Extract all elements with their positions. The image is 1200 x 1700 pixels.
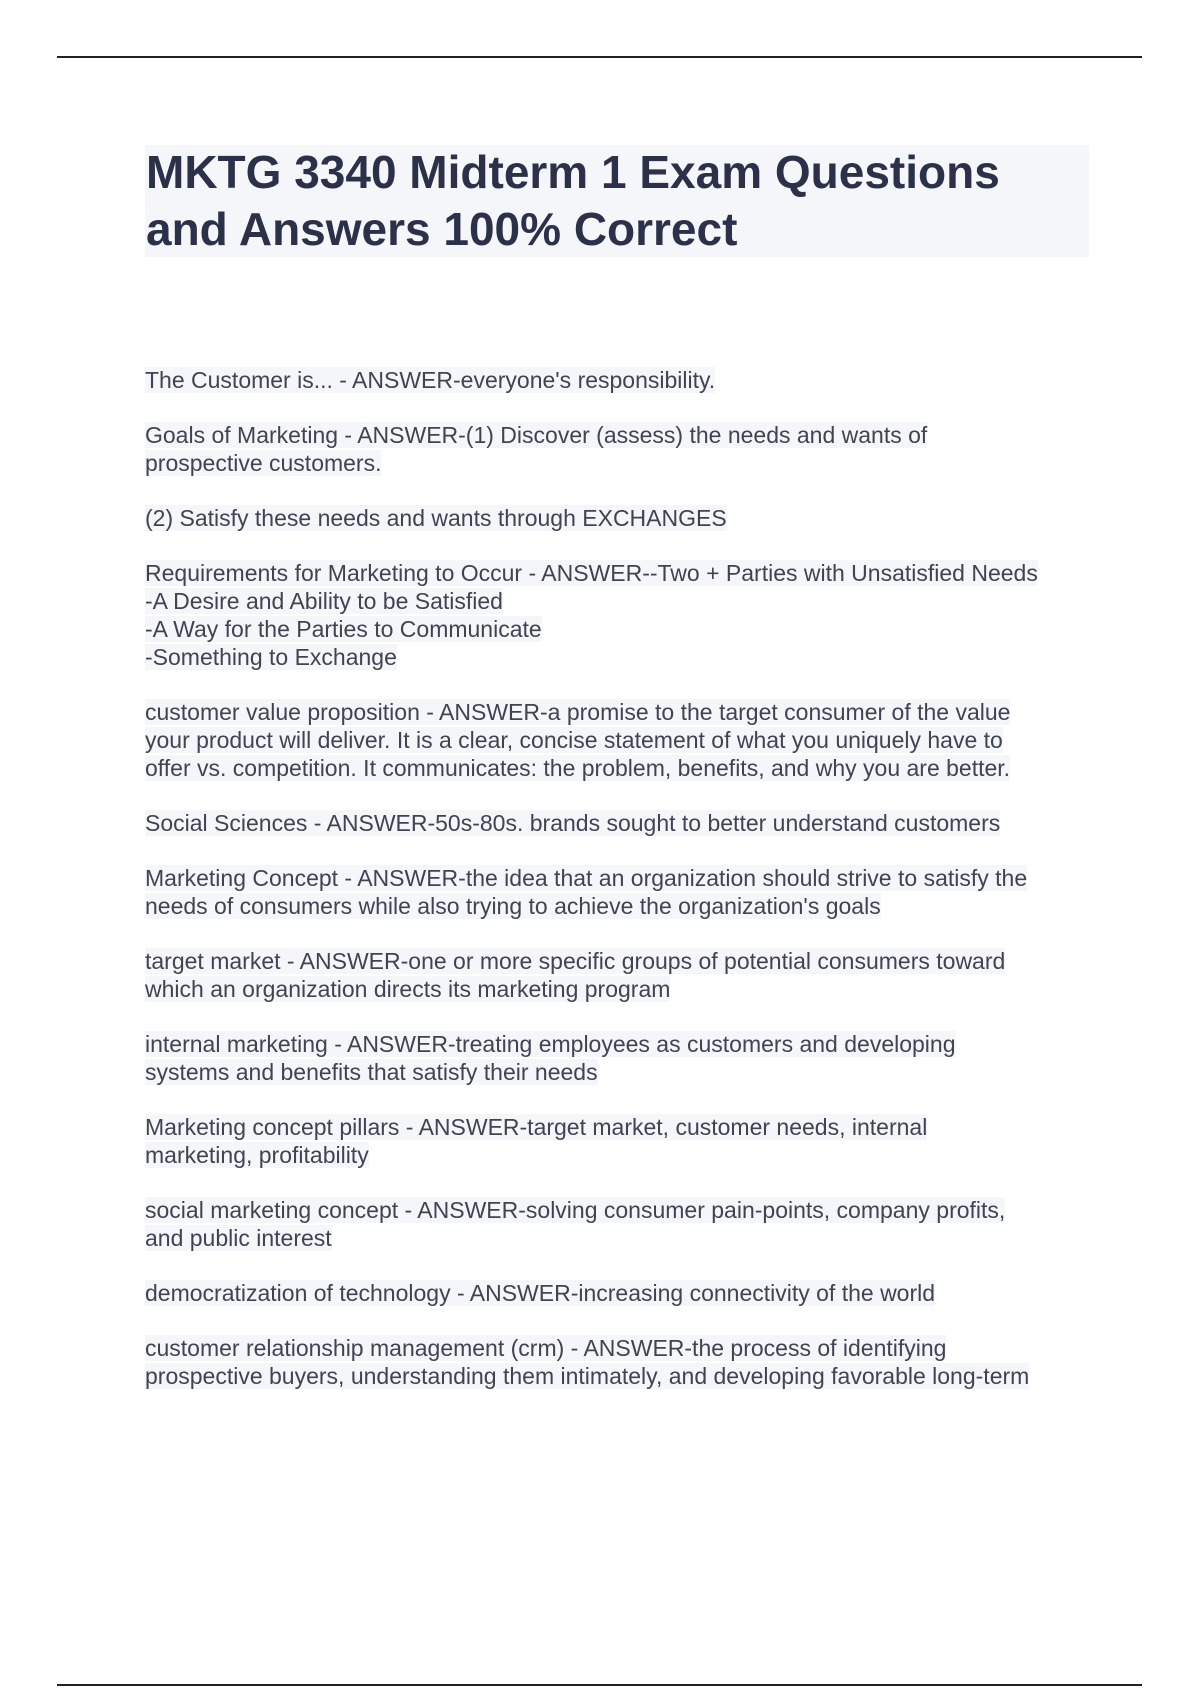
- qa-entry: [145, 698, 1095, 782]
- qa-line: and public interest: [145, 1225, 332, 1251]
- title-line: MKTG 3340 Midterm 1 Exam Questions: [146, 146, 1000, 198]
- qa-line: Social Sciences - ANSWER-50s-80s. brands sought to better understand customers: [145, 810, 1001, 836]
- qa-line: target market - ANSWER-one or more specific groups of potential consumers toward: [145, 948, 1006, 974]
- qa-entry: [145, 1279, 1095, 1307]
- qa-line: needs of consumers while also trying to achieve the organization's goals: [145, 893, 881, 919]
- qa-line: (2) Satisfy these needs and wants through EXCHANGES: [145, 505, 727, 531]
- qa-entry: [145, 947, 1095, 1003]
- qa-entry: [145, 1113, 1095, 1169]
- qa-entry: [145, 559, 1095, 671]
- qa-entry: [145, 421, 1095, 477]
- qa-line: social marketing concept - ANSWER-solving consumer pain-points, company profits,: [145, 1197, 1006, 1223]
- qa-entry: [145, 1030, 1095, 1086]
- qa-line: marketing, profitability: [145, 1142, 369, 1168]
- qa-line: Marketing concept pillars - ANSWER-target market, customer needs, internal: [145, 1114, 928, 1140]
- page-title: [146, 144, 1086, 258]
- qa-line: prospective customers.: [145, 450, 382, 476]
- qa-entry: [145, 1334, 1095, 1390]
- qa-line: The Customer is... - ANSWER-everyone's responsibility.: [145, 367, 716, 393]
- qa-entry: [145, 1196, 1095, 1252]
- qa-line: offer vs. competition. It communicates: the problem, benefits, and why you are better.: [145, 755, 1011, 781]
- qa-line: -A Way for the Parties to Communicate: [145, 616, 542, 642]
- qa-list: [145, 366, 1095, 1417]
- qa-line: -A Desire and Ability to be Satisfied: [145, 588, 503, 614]
- qa-line: -Something to Exchange: [145, 644, 397, 670]
- qa-line: internal marketing - ANSWER-treating employees as customers and developing: [145, 1031, 956, 1057]
- qa-line: customer relationship management (crm) - ANSWER-the process of identifying: [145, 1335, 947, 1361]
- qa-line: systems and benefits that satisfy their needs: [145, 1059, 598, 1085]
- title-line: and Answers 100% Correct: [146, 203, 738, 255]
- qa-line: your product will deliver. It is a clear, concise statement of what you uniquely have to: [145, 727, 1003, 753]
- qa-line: which an organization directs its marketing program: [145, 976, 671, 1002]
- qa-line: democratization of technology - ANSWER-increasing connectivity of the world: [145, 1280, 936, 1306]
- qa-line: Requirements for Marketing to Occur - ANSWER--Two + Parties with Unsatisfied Needs: [145, 560, 1038, 586]
- qa-line: prospective buyers, understanding them intimately, and developing favorable long-term: [145, 1363, 1030, 1389]
- qa-line: customer value proposition - ANSWER-a promise to the target consumer of the value: [145, 699, 1011, 725]
- qa-entry: [145, 864, 1095, 920]
- top-divider: [57, 56, 1142, 58]
- qa-entry: [145, 366, 1095, 394]
- bottom-divider: [57, 1684, 1142, 1686]
- qa-entry: [145, 809, 1095, 837]
- qa-line: Goals of Marketing - ANSWER-(1) Discover (assess) the needs and wants of: [145, 422, 928, 448]
- qa-line: Marketing Concept - ANSWER-the idea that an organization should strive to satisfy the: [145, 865, 1028, 891]
- qa-entry: [145, 504, 1095, 532]
